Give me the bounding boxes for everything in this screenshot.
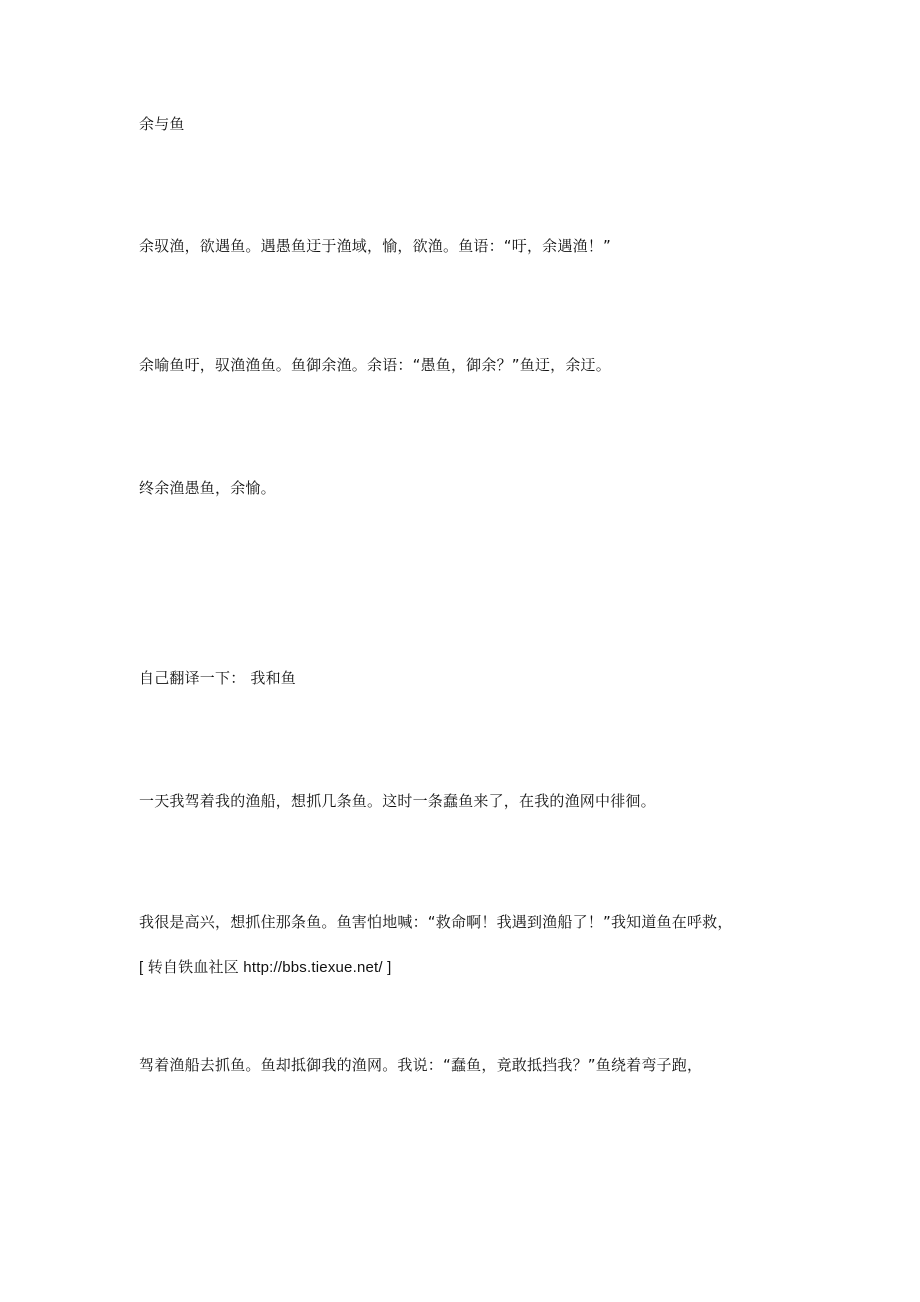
translation-heading: 自己翻译一下： 我和鱼 [139,669,296,687]
continuation-paragraph: 驾着渔船去抓鱼。鱼却抵御我的渔网。我说：“蠢鱼，竟敢抵挡我？”鱼绕着弯子跑， [139,1056,703,1074]
source-note: [ 转自铁血社区 http://bbs.tiexue.net/ ] [139,959,392,976]
document-title: 余与鱼 [139,115,185,133]
paragraph: 余驭渔，欲遇鱼。遇愚鱼迂于渔域，愉，欲渔。鱼语：“吁，余遇渔！” [139,237,611,255]
paragraph: 余喻鱼吁，驭渔渔鱼。鱼御余渔。余语：“愚鱼，御余？”鱼迂，余迂。 [139,356,611,374]
translation-paragraph: 我很是高兴，想抓住那条鱼。鱼害怕地喊：“救命啊！我遇到渔船了！”我知道鱼在呼救， [139,913,733,931]
translation-paragraph: 一天我驾着我的渔船，想抓几条鱼。这时一条蠢鱼来了，在我的渔网中徘徊。 [139,792,656,810]
paragraph: 终余渔愚鱼，余愉。 [139,479,276,497]
